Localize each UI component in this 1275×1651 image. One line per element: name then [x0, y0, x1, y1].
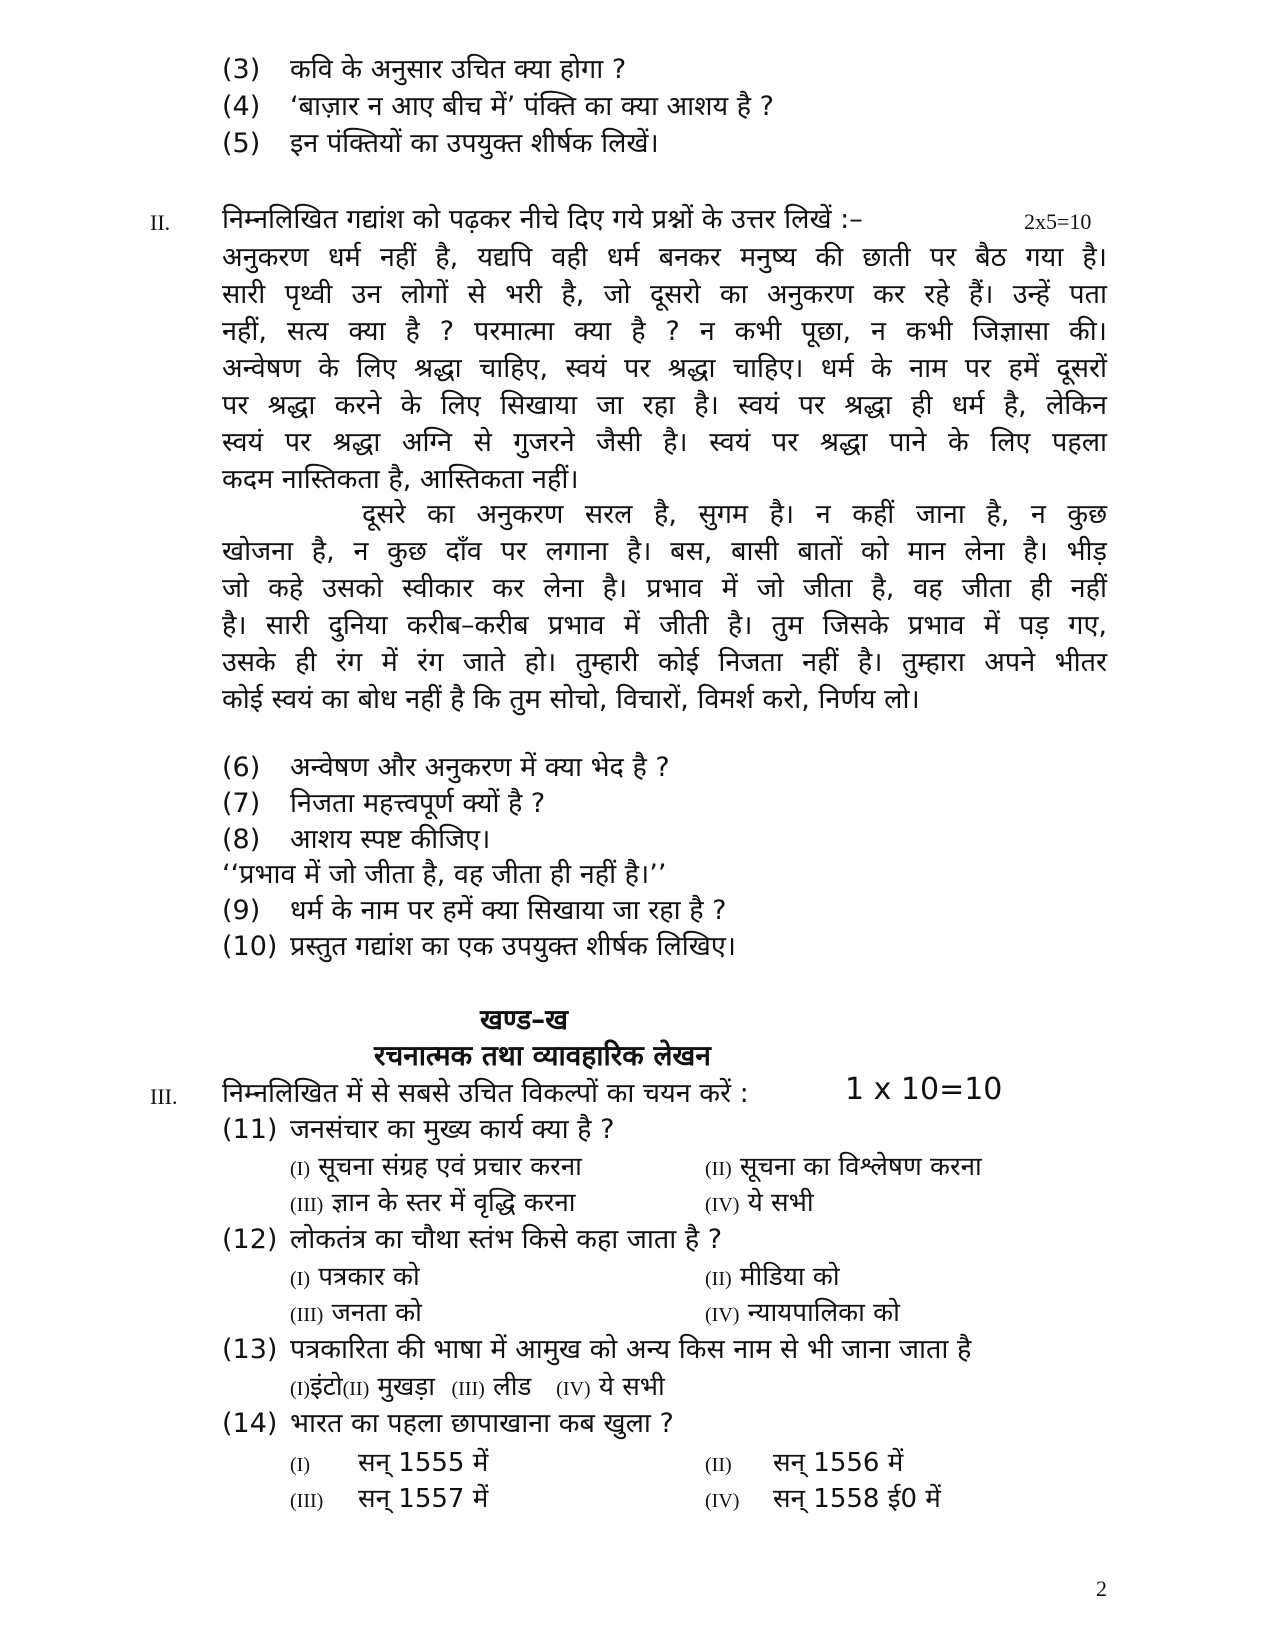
option-number: (II): [705, 1268, 732, 1290]
question-text: आशय स्पष्ट कीजिए।: [290, 824, 491, 855]
passage-line: स्वयं पर श्रद्धा अग्नि से गुजरने जैसी है। स्वयं पर श्रद्धा पाने के लिए पहला: [222, 427, 1107, 458]
question-text: निजता महत्त्वपूर्ण क्यों है ?: [290, 788, 546, 819]
quote-text: ‘‘प्रभाव में जो जीता है, वह जीता ही नहीं है।’’: [222, 859, 667, 890]
passage-line: जो कहे उसको स्वीकार कर लेना है। प्रभाव में जो जीता है, वह जीता ही नहीं: [222, 573, 1107, 604]
option-number: (IV): [705, 1194, 740, 1216]
option: [705, 1260, 840, 1296]
khand-title: खण्ड–ख: [480, 1003, 569, 1036]
passage-line: है। सारी दुनिया करीब–करीब प्रभाव में जीती है। तुम जिसके प्रभाव में पड़ गए,: [222, 610, 1107, 641]
option-number: (II): [705, 1158, 732, 1180]
passage-line: सारी पृथ्वी उन लोगों से भरी है, जो दूसरो का अनुकरण कर रहे हैं। उन्हें पता: [222, 279, 1107, 310]
question-6: [222, 750, 1022, 786]
question-text: ‘बाज़ार न आए बीच में’ पंक्ति का क्या आशय है ?: [290, 91, 774, 122]
option-text: सन् 1557 में: [358, 1484, 489, 1514]
option: [705, 1446, 903, 1482]
option-number: (III): [290, 1490, 324, 1512]
option-number: (IV): [705, 1490, 740, 1512]
question-number: (13): [222, 1334, 278, 1365]
question-text: इन पंक्तियों का उपयुक्त शीर्षक लिखें।: [290, 128, 659, 159]
option: [705, 1482, 941, 1518]
option-text: मीडिया को: [739, 1262, 840, 1292]
question-number: (10): [222, 931, 278, 962]
question-9: [222, 893, 1022, 929]
question-3: [222, 52, 1022, 88]
option-text: जनता को: [331, 1298, 422, 1328]
question-11: [222, 1112, 1022, 1148]
question-text: पत्रकारिता की भाषा में आमुख को अन्य किस नाम से भी जाना जाता है: [290, 1334, 972, 1365]
option: [705, 1186, 814, 1222]
option: [705, 1296, 900, 1332]
option-number: (II): [342, 1378, 370, 1400]
option-text: मुखड़ा: [377, 1372, 435, 1402]
option: [290, 1482, 488, 1518]
passage-paragraph-2: [222, 496, 1107, 718]
option-text: ये सभी: [747, 1188, 814, 1218]
option-text: पत्रकार को: [318, 1262, 420, 1292]
option-number: (I): [290, 1454, 310, 1476]
question-text: जनसंचार का मुख्य कार्य क्या है ?: [290, 1114, 615, 1145]
option-text: ज्ञान के स्तर में वृद्धि करना: [331, 1188, 576, 1218]
question-text: लोकतंत्र का चौथा स्तंभ किसे कहा जाता है ?: [290, 1224, 723, 1255]
passage-paragraph-1: [222, 239, 1107, 498]
question-text: धर्म के नाम पर हमें क्या सिखाया जा रहा है ?: [290, 895, 727, 926]
option-number: (I): [290, 1158, 310, 1180]
question-number: (14): [222, 1408, 278, 1439]
passage-line: खोजना है, न कुछ दाँव पर लगाना है। बस, बासी बातों को मान लेना है। भीड़: [222, 536, 1107, 567]
option-text: सूचना का विश्लेषण करना: [739, 1152, 982, 1182]
option-number: (III): [451, 1378, 485, 1400]
question-14: [222, 1406, 1022, 1442]
section-3-instruction: निम्नलिखित में से सबसे उचित विकल्पों का चयन करें :: [222, 1078, 749, 1109]
passage-line: नहीं, सत्य क्या है ? परमात्मा क्या है ? न कभी पूछा, न कभी जिज्ञासा की।: [222, 316, 1107, 347]
question-13: [222, 1332, 1122, 1368]
question-number: (9): [222, 895, 261, 926]
option-text: सूचना संग्रह एवं प्रचार करना: [318, 1152, 582, 1182]
section-3-roman: III.: [150, 1084, 178, 1109]
option-number: (I): [290, 1378, 310, 1400]
option-number: (IV): [556, 1378, 591, 1400]
question-number: (11): [222, 1114, 278, 1145]
passage-line: कोई स्वयं का बोध नहीं है कि तुम सोचो, विचारों, विमर्श करो, निर्णय लो।: [222, 684, 920, 715]
question-number: (3): [222, 54, 261, 85]
option: [290, 1446, 488, 1482]
passage-line: दूसरे का अनुकरण सरल है, सुगम है। न कहीं जाना है, न कुछ: [362, 499, 1107, 530]
question-number: (8): [222, 824, 261, 855]
option-number: (I): [290, 1268, 310, 1290]
question-number: (12): [222, 1224, 278, 1255]
passage-line: अन्वेषण के लिए श्रद्धा चाहिए, स्वयं पर श्रद्धा चाहिए। धर्म के नाम पर हमें दूसरों: [222, 353, 1107, 384]
option: [290, 1260, 420, 1296]
option-number: (III): [290, 1194, 324, 1216]
option-number: (III): [290, 1304, 324, 1326]
passage-line: पर श्रद्धा करने के लिए सिखाया जा रहा है। स्वयं पर श्रद्धा ही धर्म है, लेकिन: [222, 390, 1107, 421]
question-text: भारत का पहला छापाखाना कब खुला ?: [290, 1408, 674, 1439]
section-2-marks: 2x5=10: [1024, 209, 1092, 234]
question-number: (7): [222, 788, 261, 819]
option-row: [290, 1370, 665, 1406]
option: [705, 1150, 982, 1186]
option-text: इंटो: [309, 1372, 343, 1402]
option: [290, 1296, 422, 1332]
question-text: कवि के अनुसार उचित क्या होगा ?: [290, 54, 627, 85]
section-2-roman: II.: [150, 210, 171, 235]
question-number: (6): [222, 752, 261, 783]
question-4: [222, 89, 1022, 125]
khand-subtitle: रचनात्मक तथा व्यावहारिक लेखन: [374, 1039, 711, 1072]
question-5: [222, 126, 1022, 162]
option-text: सन् 1558 ई0 में: [773, 1484, 941, 1514]
option-text: सन् 1555 में: [358, 1448, 489, 1478]
option-text: ये सभी: [598, 1372, 665, 1402]
question-text: प्रस्तुत गद्यांश का एक उपयुक्त शीर्षक लिखिए।: [290, 931, 736, 962]
passage-line: उसके ही रंग में रंग जाते हो। तुम्हारी कोई निजता नहीं है। तुम्हारा अपने भीतर: [222, 647, 1107, 678]
question-number: (5): [222, 128, 261, 159]
question-text: अन्वेषण और अनुकरण में क्या भेद है ?: [290, 752, 670, 783]
option-number: (II): [705, 1454, 732, 1476]
option-text: लीड: [493, 1372, 532, 1402]
question-number: (4): [222, 91, 261, 122]
passage-line: अनुकरण धर्म नहीं है, यद्यपि वही धर्म बनकर मनुष्य की छाती पर बैठ गया है।: [222, 242, 1107, 273]
passage-line: कदम नास्तिकता है, आस्तिकता नहीं।: [222, 464, 579, 495]
question-12: [222, 1222, 1022, 1258]
option-number: (IV): [705, 1304, 740, 1326]
option: [290, 1150, 582, 1186]
option: [290, 1186, 576, 1222]
option-text: न्यायपालिका को: [747, 1298, 900, 1328]
question-10: [222, 929, 1022, 965]
question-8: [222, 822, 1022, 858]
page-number: 2: [1096, 1576, 1107, 1601]
section-3-marks: 1 x 10=10: [845, 1072, 1003, 1107]
section-2-instruction: निम्नलिखित गद्यांश को पढ़कर नीचे दिए गये प्रश्नों के उत्तर लिखें :–: [222, 204, 863, 235]
option-text: सन् 1556 में: [773, 1448, 904, 1478]
question-7: [222, 786, 1022, 822]
